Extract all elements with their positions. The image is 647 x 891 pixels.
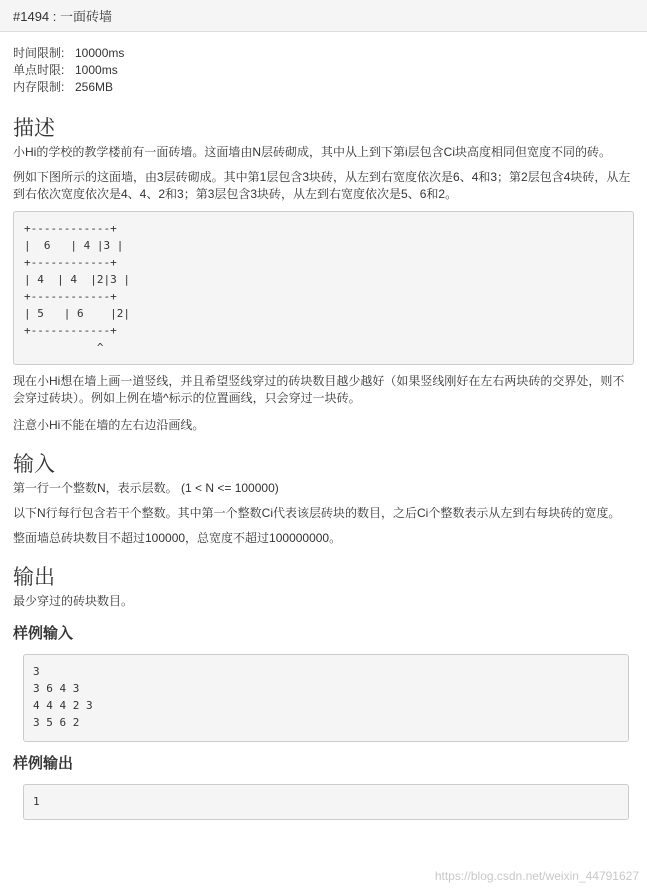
input-paragraph-1: 第一行一个整数N，表示层数。 (1 < N <= 100000) [13,481,279,495]
description-paragraph-1: 小Hi的学校的教学楼前有一面砖墙。这面墙由N层砖砌成，其中从上到下第i层包含Ci块高度相同但宽度不同的砖。 [13,145,612,159]
wall-diagram: +------------+ | 6 | 4 |3 | +------------+ | 4 | 4 |2|3 | +------------+ | 5 | 6 |2| +------------+ ^ [13,211,634,365]
sample-output-heading: 样例输出 [13,754,74,772]
time-limit-label: 时间限制: [13,46,65,60]
output-heading: 输出 [13,565,55,589]
memory-limit-row [13,79,634,96]
time-limit-row [13,45,634,62]
description-paragraph-2: 例如下图所示的这面墙，由3层砖砌成。其中第1层包含3块砖，从左到右宽度依次是6、4和3；第2层包含4块砖，从左到右依次宽度依次是4、4、2和3；第3层包含3块砖，从左到右宽度依次是5、6和2。 [13,170,631,201]
output-paragraph-1: 最少穿过的砖块数目。 [13,594,134,608]
single-point-limit-label: 单点时限: [13,63,65,77]
problem-content [0,32,647,820]
input-heading: 输入 [13,452,55,476]
limits-section [13,45,634,96]
single-point-limit-value: 1000ms [75,63,118,77]
description-paragraph-3: 现在小Hi想在墙上画一道竖线，并且希望竖线穿过的砖块数目越少越好（如果竖线刚好在左右两块砖的交界处，则不会穿过砖块）。例如上例在墙^标示的位置画线，只会穿过一块砖。 [13,374,625,405]
sample-input-heading: 样例输入 [13,624,74,642]
sample-output-code: 1 [23,784,629,820]
input-paragraph-3: 整面墙总砖块数目不超过100000，总宽度不超过100000000。 [13,531,342,545]
description-heading: 描述 [13,116,55,140]
problem-title: #1494 : 一面砖墙 [13,9,112,24]
watermark: https://blog.csdn.net/weixin_44791627 [434,869,639,883]
input-paragraph-2: 以下N行每行包含若干个整数。其中第一个整数Ci代表该层砖块的数目，之后Ci个整数表示从左到右每块砖的宽度。 [13,506,621,520]
sample-input-code: 3 3 6 4 3 4 4 4 2 3 3 5 6 2 [23,654,629,742]
description-paragraph-4: 注意小Hi不能在墙的左右边沿画线。 [13,418,205,432]
single-point-limit-row [13,62,634,79]
problem-header [0,0,647,32]
memory-limit-value: 256MB [75,80,114,94]
time-limit-value: 10000ms [75,46,125,60]
memory-limit-label: 内存限制: [13,80,65,94]
